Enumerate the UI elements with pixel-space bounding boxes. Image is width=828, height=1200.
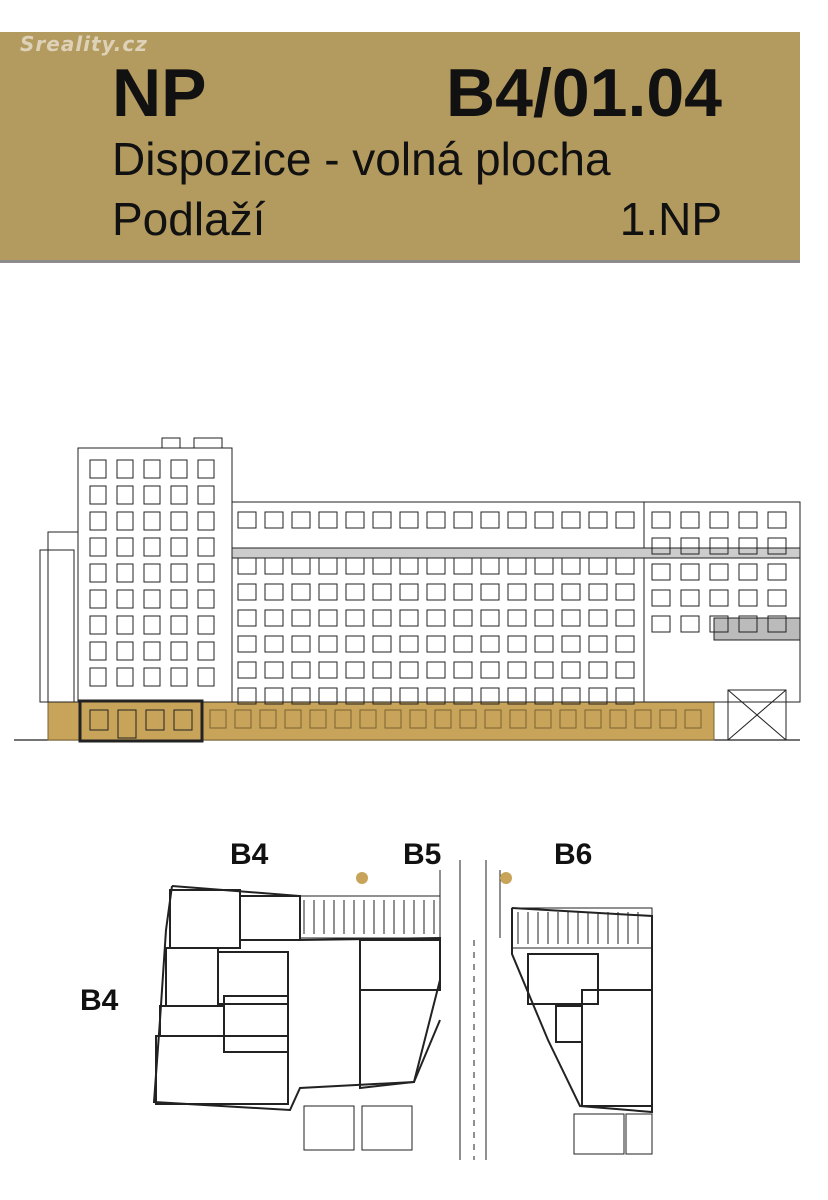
window — [454, 558, 472, 574]
window — [238, 610, 256, 626]
window — [535, 636, 553, 652]
window — [90, 590, 106, 608]
window — [346, 512, 364, 528]
watermark-logo: Sreality.cz — [20, 32, 148, 56]
window — [346, 584, 364, 600]
window — [768, 512, 786, 528]
window — [589, 512, 607, 528]
window — [117, 486, 133, 504]
room — [582, 990, 652, 1106]
window — [562, 662, 580, 678]
window — [427, 558, 445, 574]
window — [562, 636, 580, 652]
plan-label-b4-top: B4 — [230, 838, 269, 871]
window — [508, 636, 526, 652]
window — [90, 668, 106, 686]
window — [292, 512, 310, 528]
window — [681, 564, 699, 580]
plan-label-b4-side: B4 — [80, 984, 119, 1017]
roof-band — [232, 548, 800, 558]
floor-label: Podlaží — [112, 193, 266, 245]
window — [400, 512, 418, 528]
window — [265, 558, 283, 574]
entrance-marker — [356, 872, 368, 884]
window — [508, 558, 526, 574]
window — [144, 668, 160, 686]
window — [652, 616, 670, 632]
window — [346, 558, 364, 574]
room-stair — [360, 940, 440, 990]
window — [652, 590, 670, 606]
window — [171, 564, 187, 582]
parking-space — [304, 1106, 354, 1150]
window — [117, 642, 133, 660]
window — [171, 642, 187, 660]
window — [292, 636, 310, 652]
window — [710, 564, 728, 580]
window — [117, 668, 133, 686]
window — [535, 662, 553, 678]
window — [681, 590, 699, 606]
roof-box — [194, 438, 222, 448]
window — [589, 558, 607, 574]
window — [535, 512, 553, 528]
window — [481, 636, 499, 652]
window — [508, 512, 526, 528]
window — [616, 662, 634, 678]
window — [144, 564, 160, 582]
window — [346, 662, 364, 678]
window — [739, 564, 757, 580]
room — [156, 1036, 288, 1104]
room — [170, 890, 240, 948]
window — [144, 486, 160, 504]
window — [238, 662, 256, 678]
entrance-marker — [500, 872, 512, 884]
window — [373, 662, 391, 678]
window — [90, 538, 106, 556]
window — [710, 590, 728, 606]
window — [652, 564, 670, 580]
window — [319, 636, 337, 652]
window — [319, 662, 337, 678]
window — [562, 558, 580, 574]
window — [117, 564, 133, 582]
window — [739, 590, 757, 606]
window — [562, 610, 580, 626]
window — [238, 558, 256, 574]
main-block — [232, 502, 644, 702]
window — [144, 538, 160, 556]
window — [616, 610, 634, 626]
window — [616, 512, 634, 528]
window — [117, 538, 133, 556]
window — [373, 512, 391, 528]
room — [240, 896, 300, 940]
window — [616, 558, 634, 574]
ground-floor-band — [48, 702, 714, 740]
canopy — [300, 896, 440, 938]
window — [454, 636, 472, 652]
room-stair — [528, 954, 598, 1004]
window — [292, 558, 310, 574]
unit-code: B4/01.04 — [446, 55, 722, 131]
window — [90, 486, 106, 504]
window — [238, 512, 256, 528]
window — [681, 616, 699, 632]
window — [171, 512, 187, 530]
window — [90, 512, 106, 530]
room — [360, 990, 440, 1088]
b4-outline — [154, 886, 440, 1110]
window — [198, 590, 214, 608]
window — [400, 558, 418, 574]
window — [198, 616, 214, 634]
window — [454, 512, 472, 528]
building-elevation — [0, 420, 828, 750]
window — [171, 538, 187, 556]
window — [319, 512, 337, 528]
window — [427, 584, 445, 600]
window — [589, 636, 607, 652]
window — [265, 512, 283, 528]
window — [319, 610, 337, 626]
window — [481, 512, 499, 528]
parking-space — [626, 1114, 652, 1154]
title-row — [112, 54, 722, 132]
window — [90, 564, 106, 582]
window — [198, 564, 214, 582]
window — [427, 636, 445, 652]
plan-drawing — [0, 820, 828, 1190]
window — [198, 668, 214, 686]
parking-space — [574, 1114, 624, 1154]
window — [144, 460, 160, 478]
window — [198, 460, 214, 478]
window — [265, 662, 283, 678]
window — [535, 558, 553, 574]
floor-row — [112, 192, 722, 246]
window — [117, 460, 133, 478]
window — [198, 538, 214, 556]
window — [508, 662, 526, 678]
window — [238, 636, 256, 652]
window — [117, 512, 133, 530]
right-block — [644, 502, 800, 702]
floor-plan — [0, 820, 828, 1190]
window — [90, 642, 106, 660]
window — [768, 564, 786, 580]
window — [454, 610, 472, 626]
window — [535, 610, 553, 626]
window — [454, 584, 472, 600]
room — [160, 1006, 224, 1036]
title-banner — [0, 32, 800, 263]
window — [768, 590, 786, 606]
window — [292, 610, 310, 626]
window — [535, 584, 553, 600]
window — [319, 558, 337, 574]
window — [171, 616, 187, 634]
window — [710, 512, 728, 528]
window — [171, 590, 187, 608]
roof-box — [162, 438, 180, 448]
window — [373, 558, 391, 574]
window — [427, 512, 445, 528]
window — [481, 558, 499, 574]
window — [481, 610, 499, 626]
floor-value: 1.NP — [619, 193, 722, 245]
window — [400, 584, 418, 600]
window — [265, 584, 283, 600]
window — [454, 662, 472, 678]
window — [427, 610, 445, 626]
window — [265, 636, 283, 652]
window — [400, 662, 418, 678]
window — [319, 584, 337, 600]
window — [481, 584, 499, 600]
window — [373, 636, 391, 652]
window — [508, 584, 526, 600]
window — [198, 486, 214, 504]
window — [481, 662, 499, 678]
left-balcony-stack — [40, 550, 74, 702]
window — [373, 610, 391, 626]
window — [292, 662, 310, 678]
window — [616, 636, 634, 652]
window — [562, 584, 580, 600]
window — [589, 584, 607, 600]
window — [171, 668, 187, 686]
window — [117, 616, 133, 634]
window — [144, 642, 160, 660]
window — [739, 512, 757, 528]
disposition-text: Dispozice - volná plocha — [112, 133, 611, 185]
window — [171, 460, 187, 478]
room — [556, 1006, 582, 1042]
window — [508, 610, 526, 626]
window — [90, 460, 106, 478]
window — [589, 662, 607, 678]
window — [198, 642, 214, 660]
window — [400, 610, 418, 626]
window — [562, 512, 580, 528]
window — [373, 584, 391, 600]
disposition-row — [112, 132, 722, 186]
window — [265, 610, 283, 626]
window — [90, 616, 106, 634]
parking-space — [362, 1106, 412, 1150]
window — [117, 590, 133, 608]
plan-label-b6: B6 — [554, 838, 593, 871]
window — [198, 512, 214, 530]
window — [292, 584, 310, 600]
elevation-lines — [14, 438, 800, 741]
np-label: NP — [112, 55, 207, 131]
window — [144, 616, 160, 634]
window — [346, 636, 364, 652]
plan-label-b5: B5 — [403, 838, 442, 871]
window — [238, 584, 256, 600]
window — [681, 512, 699, 528]
window — [144, 512, 160, 530]
room — [166, 948, 218, 1006]
window — [346, 610, 364, 626]
window — [652, 512, 670, 528]
window — [616, 584, 634, 600]
window — [171, 486, 187, 504]
window — [427, 662, 445, 678]
window — [144, 590, 160, 608]
window — [400, 636, 418, 652]
window — [589, 610, 607, 626]
